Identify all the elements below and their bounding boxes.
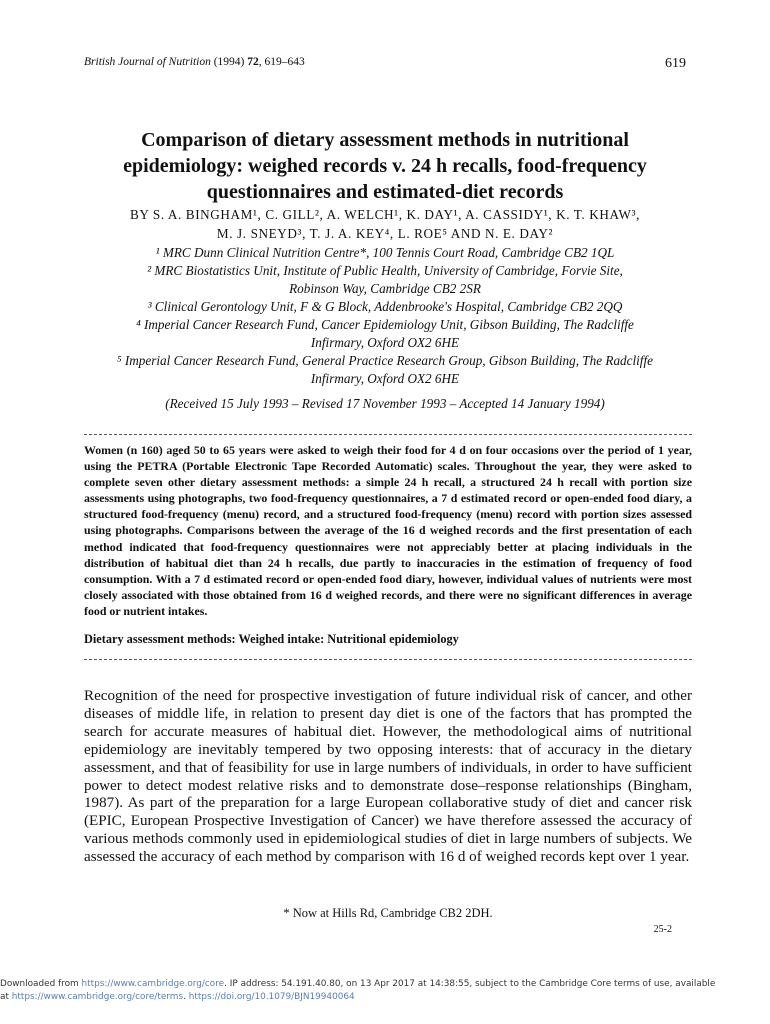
download-line-2: at https://www.cambridge.org/core/terms. https://doi.org/10.1079/BJN19940064 bbox=[0, 991, 355, 1002]
keywords: Dietary assessment methods: Weighed intake: Nutritional epidemiology bbox=[84, 632, 459, 646]
page-code: 25-2 bbox=[653, 924, 672, 935]
body-paragraph: Recognition of the need for prospective investigation of future individual risk of cancer, and other diseases of middle life, in relation to present day diet is one of the factors that has prompted the search for accurate measures of habitual diet. However, the methodological aims of nutritional epidemiology are inevitably tempered by two opposing interests: that of accuracy in the dietary assessment, and that of feasibility for use in large numbers of individuals, in order to have sufficient power to detect modest relative risks and to demonstrate dose–response relationships (Bingham, 1987). As part of the preparation for a large European collaborative study of diet and cancer risk (EPIC, European Prospective Investigation of Cancer) we have therefore assessed the accuracy of various methods commonly used in epidemiological studies of diet in large numbers of subjects. We assessed the accuracy of each method by comparison with 16 d of weighed records kept over 1 year. bbox=[84, 688, 692, 866]
author-line: BY S. A. BINGHAM¹, C. GILL², A. WELCH¹, K. DAY¹, A. CASSIDY¹, K. T. KHAW³, bbox=[129, 207, 641, 222]
journal-name: British Journal of Nutrition bbox=[84, 56, 211, 68]
affiliation-line: ⁵ Imperial Cancer Research Fund, General Practice Research Group, Gibson Building, The Radcliffe bbox=[116, 353, 653, 368]
affiliation-line: ¹ MRC Dunn Clinical Nutrition Centre*, 100 Tennis Court Road, Cambridge CB2 1QL bbox=[155, 245, 615, 260]
download-line-1: Downloaded from https://www.cambridge.org/core. IP address: 54.191.40.80, on 13 Apr 2017 at 14:38:55, subject to the Cambridge Core terms of use, available bbox=[0, 979, 716, 989]
title-line bbox=[60, 153, 710, 179]
terms-link[interactable]: https://www.cambridge.org/core/terms bbox=[11, 991, 184, 1002]
running-head bbox=[84, 56, 305, 68]
received-dates: (Received 15 July 1993 – Revised 17 November 1993 – Accepted 14 January 1994) bbox=[165, 396, 605, 411]
author-list bbox=[70, 205, 700, 243]
cambridge-core-link[interactable]: https://www.cambridge.org/core bbox=[81, 979, 225, 989]
abstract: Women (n 160) aged 50 to 65 years were asked to weigh their food for 4 d on four occasions over the period of 1 year, using the PETRA (Portable Electronic Tape Recorded Automatic) scales. Throughout the year, they were asked to complete seven other dietary assessment methods: a simple 24 h recall, a structured 24 h recall with portion size assessments using photographs, two food-frequency questionnaires, a 7 d estimated record or open-ended food diary, a structured food-frequency (menu) record, and a structured food-frequency (menu) record with portion sizes assessed using photographs. Comparisons between the average of the 16 d weighed records and the first presentation of each method indicated that food-frequency questionnaires were not appreciably better at placing individuals in the distribution of habitual diet than 24 h recalls, due partly to inaccuracies in the estimation of frequency of food consumption. With a 7 d estimated record or open-ended food diary, however, individual values of nutrients were most closely associated with those obtained from 16 d weighed records, and there were no significant differences in average food or nutrient intakes. bbox=[84, 443, 692, 618]
article-title bbox=[60, 127, 710, 205]
affiliation-line: Infirmary, Oxford OX2 6HE bbox=[310, 335, 460, 350]
affiliation-line: ² MRC Biostatistics Unit, Institute of Public Health, University of Cambridge, Forvie Site, bbox=[147, 263, 623, 278]
affiliation-line: ⁴ Imperial Cancer Research Fund, Cancer Epidemiology Unit, Gibson Building, The Radcliffe bbox=[136, 317, 634, 332]
abstract-bottom-rule bbox=[84, 659, 692, 660]
affiliation-line: Infirmary, Oxford OX2 6HE bbox=[310, 371, 460, 386]
title-line: Comparison of dietary assessment methods in nutritional bbox=[141, 129, 629, 151]
download-notice bbox=[0, 978, 770, 1003]
footnote: * Now at Hills Rd, Cambridge CB2 2DH. bbox=[283, 906, 493, 920]
journal-pages: , 619–643 bbox=[258, 56, 305, 68]
abstract-top-rule bbox=[84, 434, 692, 435]
affiliation-line: Robinson Way, Cambridge CB2 2SR bbox=[289, 281, 481, 296]
title-line: questionnaires and estimated-diet records bbox=[206, 181, 564, 203]
journal-year: (1994) bbox=[213, 56, 245, 68]
affiliation-line: ³ Clinical Gerontology Unit, F & G Block, Addenbrooke's Hospital, Cambridge CB2 2QQ bbox=[147, 299, 623, 314]
title-line-2: epidemiology: weighed records v. 24 h recalls, food-frequency bbox=[123, 155, 647, 177]
author-line: M. J. SNEYD³, T. J. A. KEY⁴, L. ROE⁵ AND N. E. DAY² bbox=[216, 226, 554, 241]
journal-volume: 72 bbox=[247, 56, 259, 68]
doi-link[interactable]: https://doi.org/10.1079/BJN19940064 bbox=[188, 991, 355, 1002]
page-number: 619 bbox=[665, 56, 686, 71]
affiliations bbox=[70, 244, 700, 388]
